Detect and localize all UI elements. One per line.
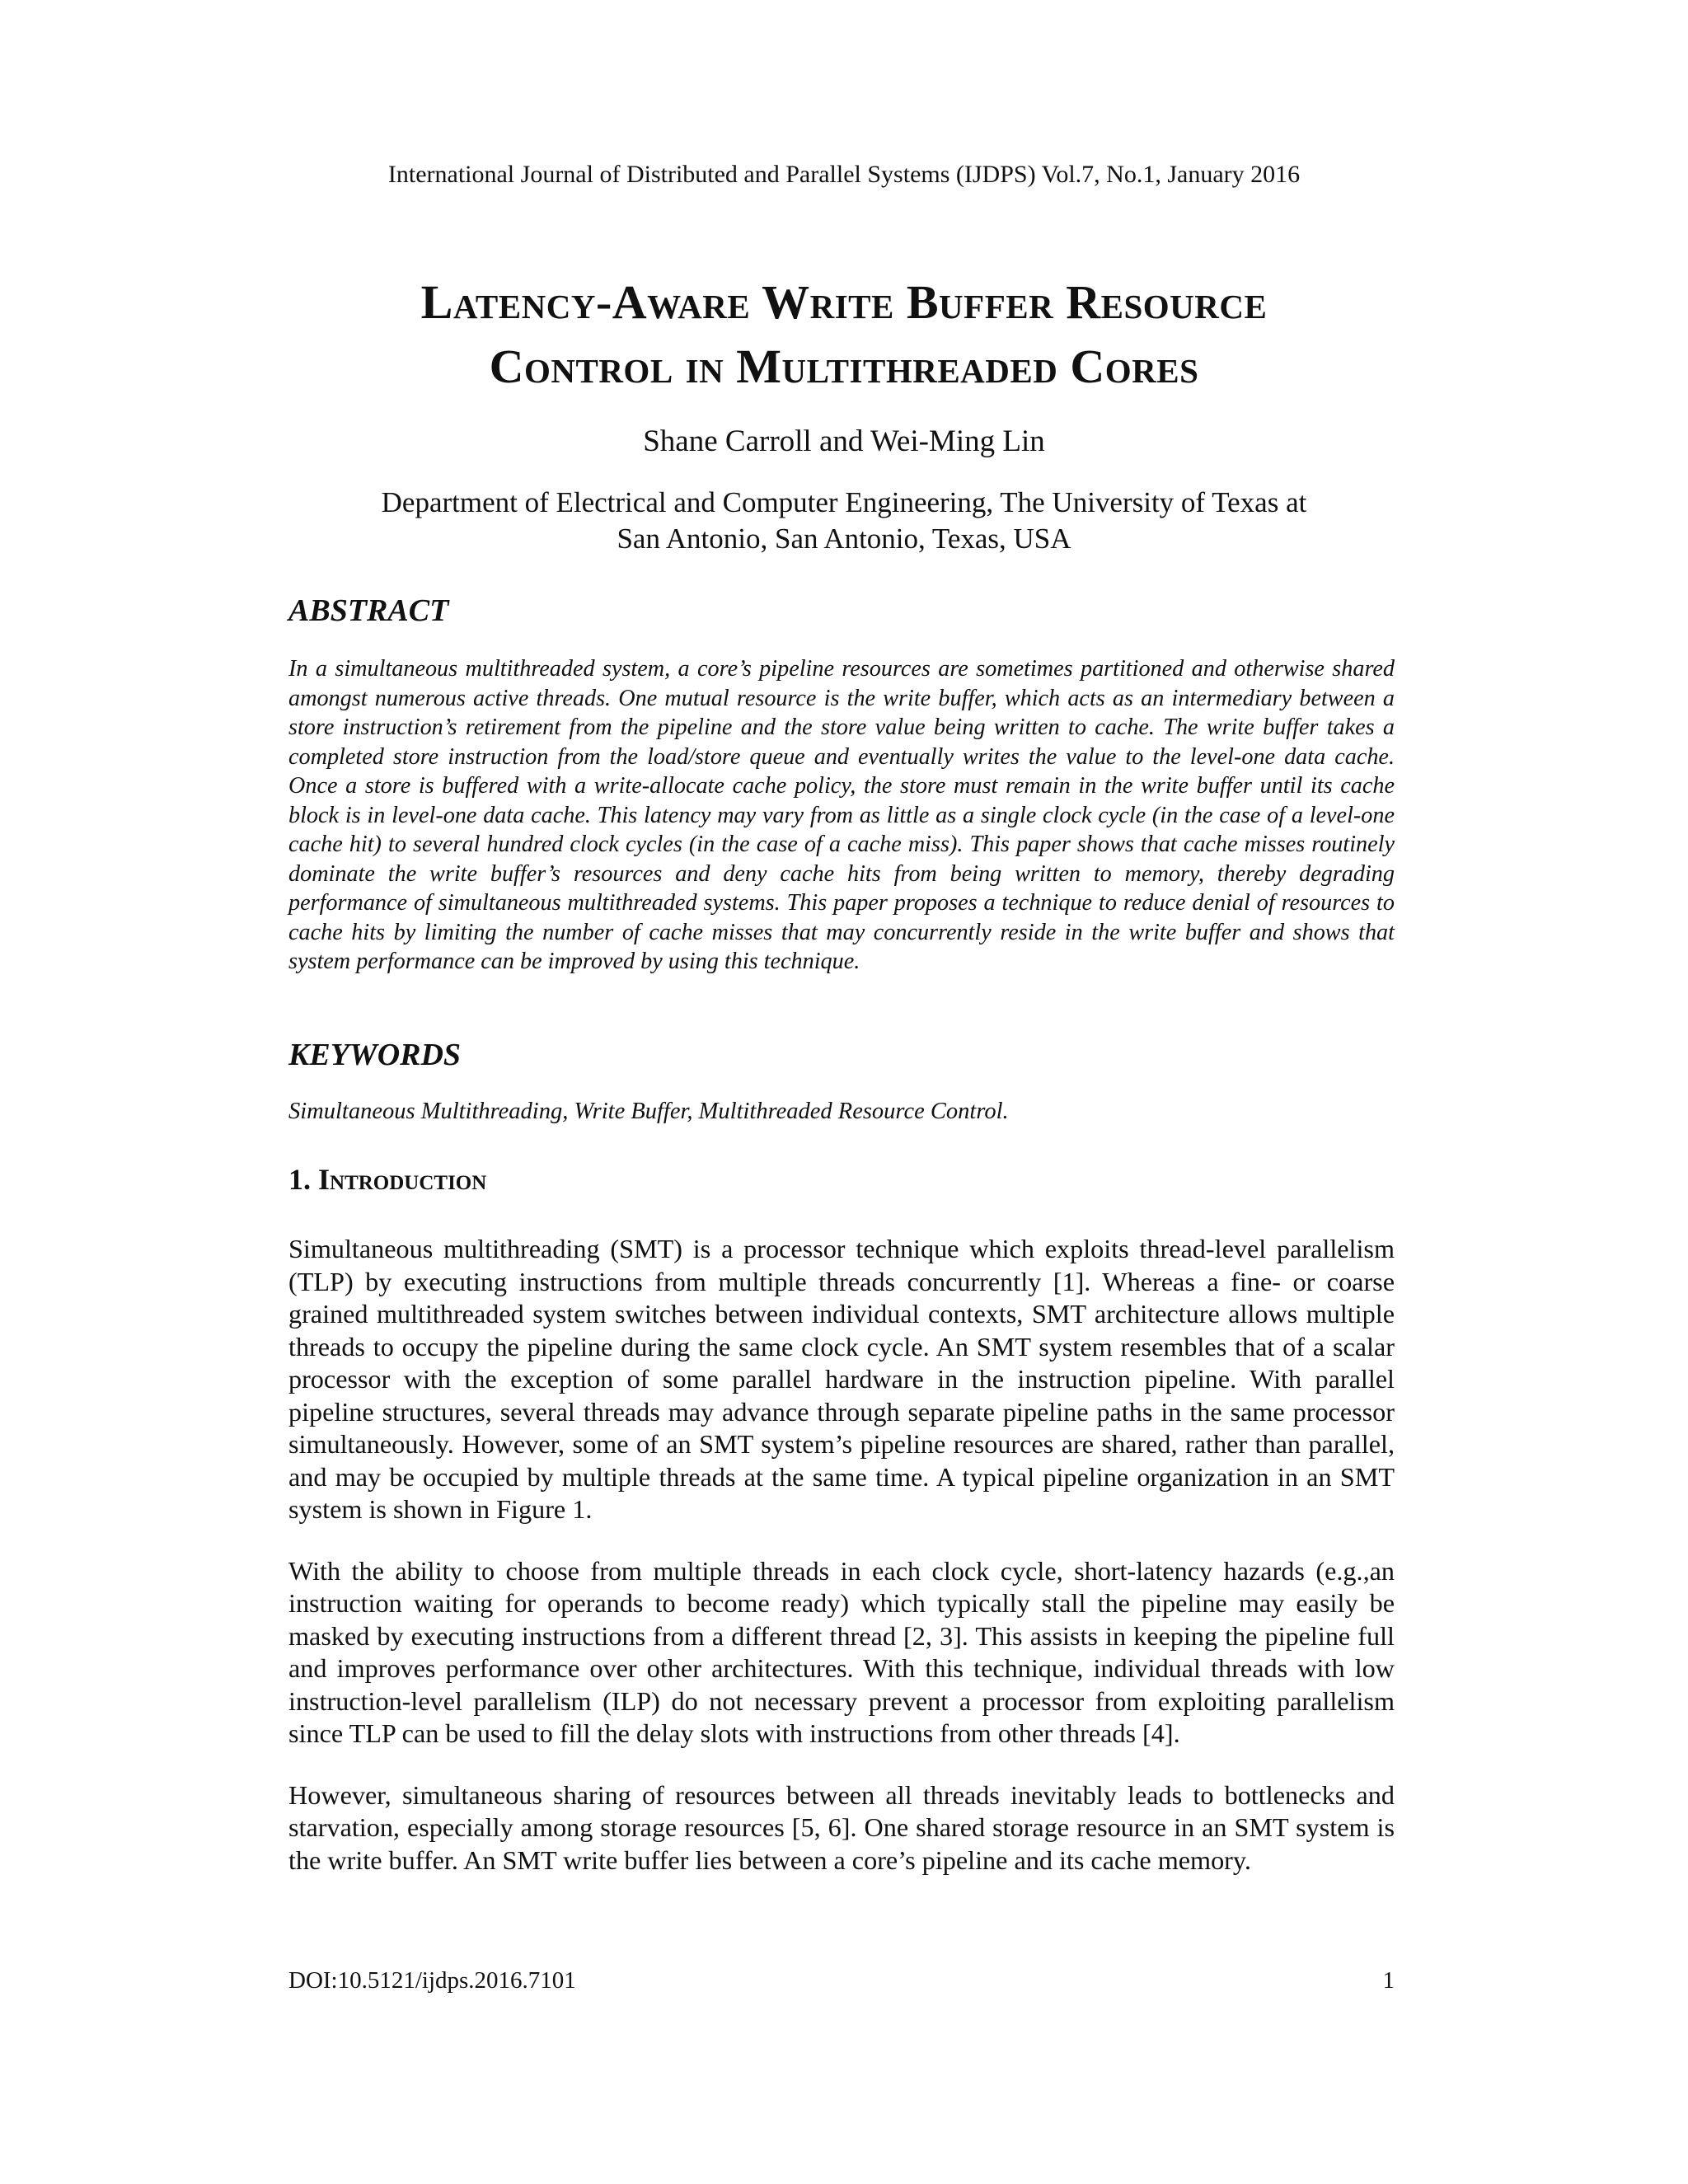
introduction-section bbox=[288, 1160, 1395, 1877]
abstract-section bbox=[288, 590, 1395, 977]
paper-title bbox=[247, 270, 1441, 399]
paper-title-line-2: Control in Multithreaded Cores bbox=[489, 340, 1199, 393]
footer-doi: DOI:10.5121/ijdps.2016.7101 bbox=[288, 1967, 576, 1994]
affiliation bbox=[297, 485, 1391, 557]
affiliation-line-1: Department of Electrical and Computer Engineering, The University of Texas at bbox=[381, 486, 1307, 518]
keywords-heading: KEYWORDS bbox=[288, 1038, 462, 1072]
affiliation-line-2: San Antonio, San Antonio, Texas, USA bbox=[617, 523, 1071, 555]
intro-paragraph-2: With the ability to choose from multiple threads in each clock cycle, short-latency hazards (e.g.,an instruction waiting for operands to become ready) which typically stall the pipeline may easily be masked by executing instructions from a different thread [2, 3]. This assists in keeping the pipeline full and improves performance over other architectures. With this technique, individual threads with low instruction-level parallelism (ILP) do not necessary prevent a processor from exploiting parallelism since TLP can be used to fill the delay slots with instructions from other threads [4]. bbox=[288, 1555, 1395, 1748]
keywords-text: Simultaneous Multithreading, Write Buffer, Multithreaded Resource Control. bbox=[288, 1099, 1009, 1124]
intro-paragraph-3: However, simultaneous sharing of resources between all threads inevitably leads to bottlenecks and starvation, especially among storage resources [5, 6]. One shared storage resource in an SMT system is the write buffer. An SMT write buffer lies between a core’s pipeline and its cache memory. bbox=[288, 1779, 1395, 1875]
abstract-heading: ABSTRACT bbox=[288, 593, 449, 628]
authors: Shane Carroll and Wei-Ming Lin bbox=[643, 424, 1045, 458]
running-header: International Journal of Distributed and Parallel Systems (IJDPS) Vol.7, No.1, January 2016 bbox=[387, 161, 1301, 188]
paper-title-line-1: Latency-Aware Write Buffer Resource bbox=[420, 275, 1268, 329]
footer-page-number: 1 bbox=[1382, 1967, 1395, 1994]
introduction-heading: 1. Introduction bbox=[288, 1163, 487, 1196]
keywords-section bbox=[288, 1034, 1395, 1127]
intro-paragraph-1: Simultaneous multithreading (SMT) is a processor technique which exploits thread-level parallelism (TLP) by executing instructions from multiple threads concurrently [1]. Whereas a fine- or coarse grained multithreaded system switches between individual contexts, SMT architecture allows multiple threads to occupy the pipeline during the same clock cycle. An SMT system resembles that of a scalar processor with the exception of some parallel hardware in the instruction pipeline. With parallel pipeline structures, several threads may advance through separate pipeline paths in the same processor simultaneously. However, some of an SMT system’s pipeline resources are shared, rather than parallel, and may be occupied by multiple threads at the same time. A typical pipeline organization in an SMT system is shown in Figure 1. bbox=[288, 1234, 1395, 1524]
abstract-text: In a simultaneous multithreaded system, a core’s pipeline resources are sometimes partitioned and otherwise shared amongst numerous active threads. One mutual resource is the write buffer, which acts as an intermediary between a store instruction’s retirement from the pipeline and the store value being written to cache. The write buffer takes a completed store instruction from the load/store queue and eventually writes the value to the level-one data cache. Once a store is buffered with a write-allocate cache policy, the store must remain in the write buffer until its cache block is in level-one data cache. This latency may vary from as little as a single clock cycle (in the case of a level-one cache hit) to several hundred clock cycles (in the case of a cache miss). This paper shows that cache misses routinely dominate the write buffer’s resources and deny cache hits from being written to memory, thereby degrading performance of simultaneous multithreaded systems. This paper proposes a technique to reduce denial of resources to cache hits by limiting the number of cache misses that may concurrently reside in the write buffer and shows that system performance can be improved by using this technique. bbox=[288, 656, 1395, 974]
